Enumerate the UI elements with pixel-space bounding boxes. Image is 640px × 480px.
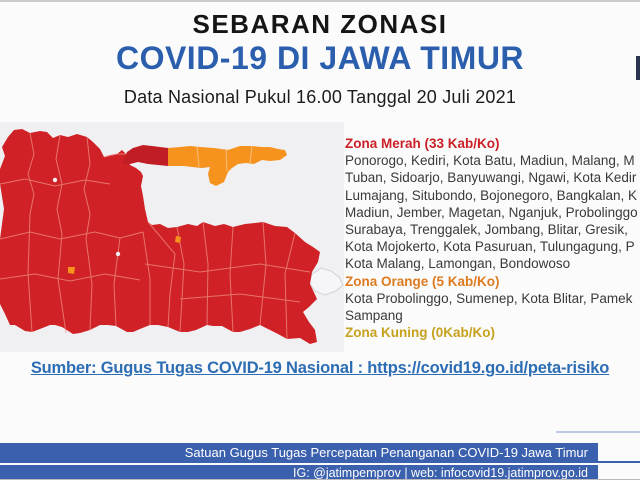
zona-merah-line: Lumajang, Situbondo, Bojonegoro, Bangkalan, K bbox=[345, 187, 637, 203]
zone-lists bbox=[345, 135, 640, 350]
footer-bar-taskforce: Satuan Gugus Tugas Percepatan Penanganan COVID-19 Jawa Timur bbox=[0, 443, 598, 463]
zona-orange-line: Sampang bbox=[345, 308, 403, 324]
zona-kuning-heading: Zona Kuning (0Kab/Ko) bbox=[345, 325, 495, 341]
page-subtitle: COVID-19 DI JAWA TIMUR bbox=[115, 40, 525, 76]
page-title: SEBARAN ZONASI bbox=[192, 9, 448, 39]
footer-bar-extension-line bbox=[598, 461, 640, 463]
zona-merah-line: Tuban, Sidoarjo, Banyuwangi, Ngawi, Kota Kedir bbox=[345, 170, 637, 186]
map-enclave-orange-city bbox=[68, 267, 75, 274]
source-link[interactable]: Sumber: Gugus Tugas COVID-19 Nasional : https://covid19.go.id/peta-risiko bbox=[30, 359, 610, 377]
map-enclave-dot bbox=[116, 252, 120, 256]
cropped-logo-sliver bbox=[636, 56, 640, 80]
map-enclave-dot bbox=[53, 178, 57, 182]
map-svg bbox=[0, 114, 344, 356]
footer-accent-line bbox=[556, 431, 640, 433]
zona-merah-line: Madiun, Jember, Magetan, Nganjuk, Probolinggo bbox=[345, 204, 638, 220]
zona-merah-line: Ponorogo, Kediri, Kota Batu, Madiun, Malang, M bbox=[345, 153, 635, 169]
dateline: Data Nasional Pukul 16.00 Tanggal 20 Juli 2021 bbox=[123, 87, 517, 107]
zona-merah-line: Surabaya, Trenggalek, Jombang, Blitar, Gresik, bbox=[345, 222, 628, 238]
zona-merah-line: Kota Mojokerto, Kota Pasuruan, Tulungagung, P bbox=[345, 239, 635, 255]
footer-bar-contacts: IG: @jatimpemprov | web: infocovid19.jatimprov.go.id bbox=[0, 465, 598, 480]
zona-merah-line: Kota Malang, Lamongan, Bondowoso bbox=[345, 256, 571, 272]
map-enclave-orange-city bbox=[175, 236, 181, 243]
zona-merah-heading: Zona Merah (33 Kab/Ko) bbox=[345, 136, 500, 151]
zona-orange-line: Kota Probolinggo, Sumenep, Kota Blitar, Pamek bbox=[345, 290, 633, 306]
zona-orange-heading: Zona Orange (5 Kab/Ko) bbox=[345, 273, 500, 289]
east-java-zonation-map bbox=[0, 114, 344, 356]
